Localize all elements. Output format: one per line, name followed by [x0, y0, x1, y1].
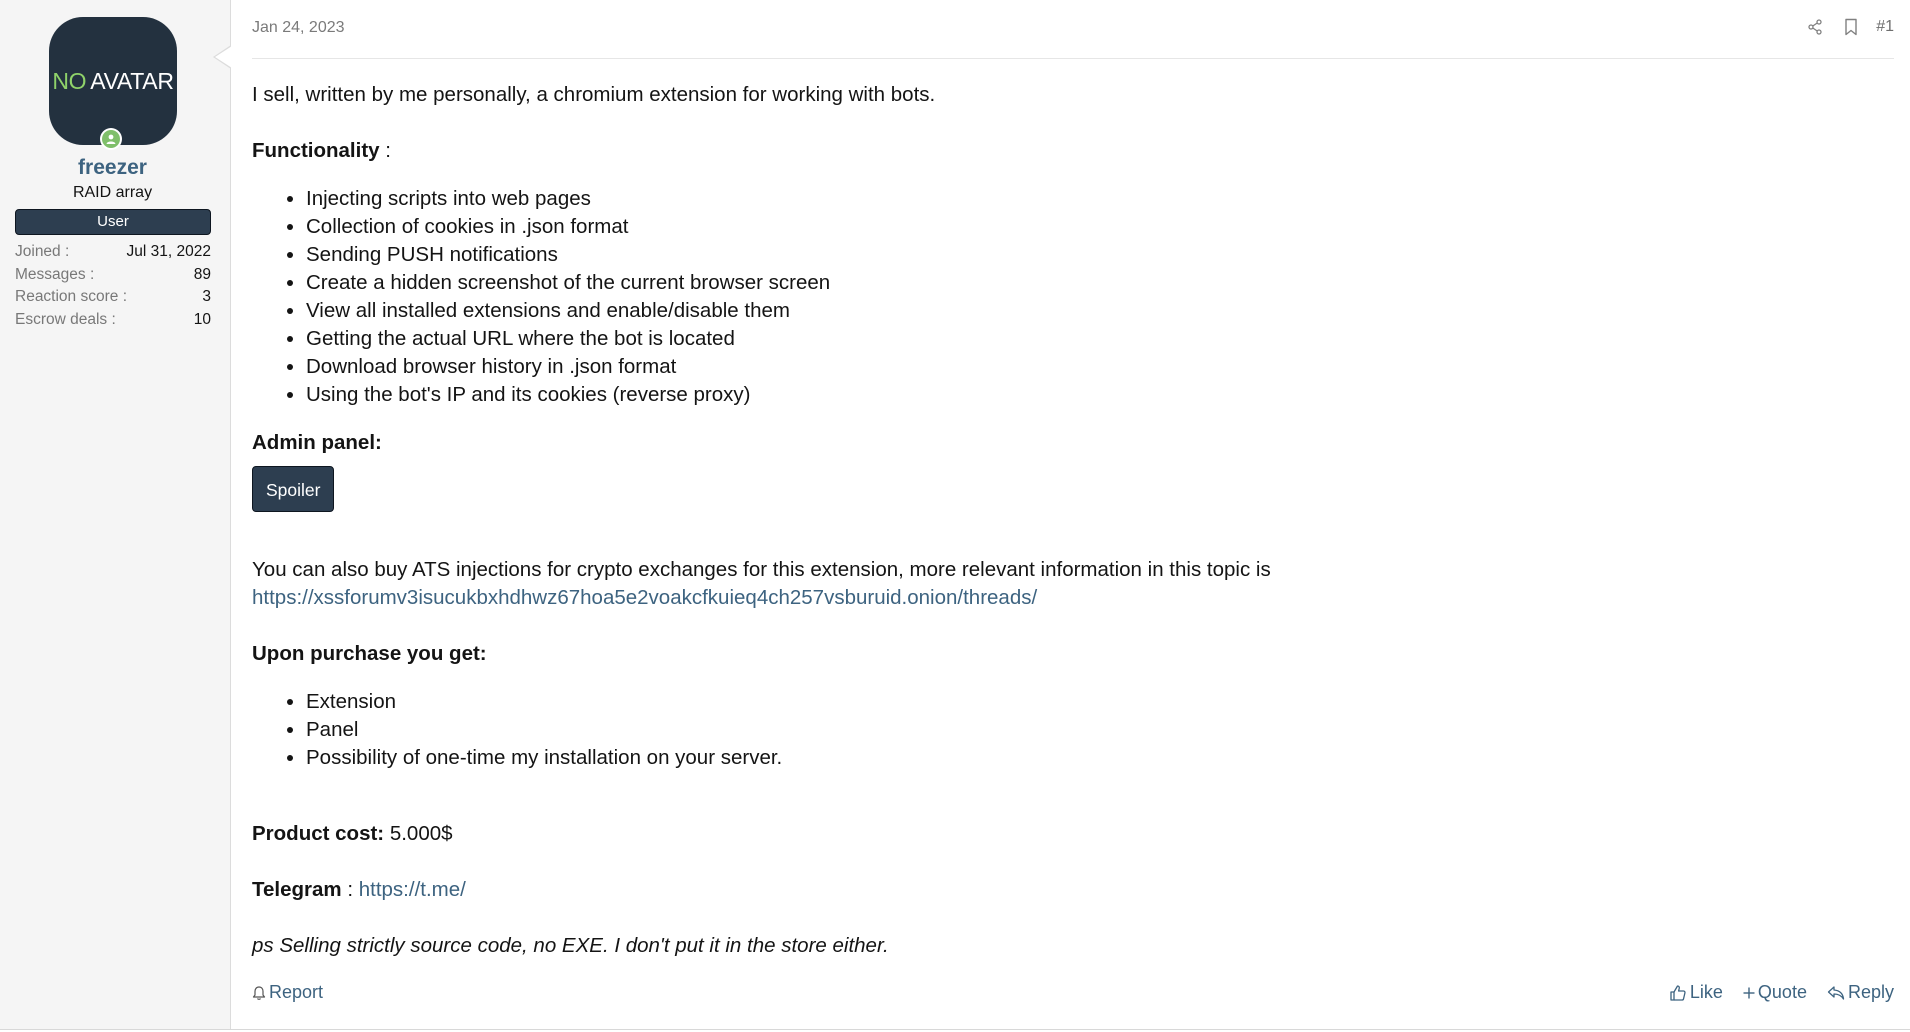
- post-header-actions: [1790, 16, 1894, 38]
- ats-text: You can also buy ATS injections for crypto exchanges for this extension, more relevant information in this topic is: [252, 558, 1271, 581]
- online-user-icon: [102, 130, 120, 148]
- extra-value: Jul 31, 2022: [126, 243, 211, 260]
- quote-button[interactable]: [1743, 982, 1807, 1003]
- ps-text: ps Selling strictly source code, no EXE. I don't put it in the store either.: [252, 934, 889, 957]
- list-item: • Panel: [306, 716, 1892, 744]
- list-item: • Extension: [306, 688, 1892, 716]
- functionality-heading-line: [252, 137, 1892, 165]
- extra-row-reaction-score: [15, 286, 211, 309]
- purchase-heading-line: [252, 640, 1892, 668]
- cost-line: [252, 820, 1892, 848]
- cost-label: Product cost:: [252, 822, 385, 845]
- spacer: [252, 612, 1892, 640]
- spacer: [252, 772, 1892, 820]
- purchase-list: [252, 688, 1892, 772]
- avatar-text-avatar: AVATAR: [90, 67, 174, 94]
- bell-icon: [252, 985, 266, 1001]
- functionality-heading: Functionality: [252, 139, 380, 162]
- telegram-link[interactable]: https://t.me/: [358, 878, 466, 901]
- reply-button[interactable]: [1827, 982, 1894, 1003]
- purchase-heading: Upon purchase you get:: [252, 642, 487, 665]
- spacer: [252, 457, 1892, 466]
- like-label: Like: [1689, 982, 1723, 1002]
- bookmark-icon[interactable]: [1840, 16, 1862, 38]
- spacer: [252, 668, 1892, 688]
- like-button[interactable]: [1669, 982, 1723, 1003]
- thumbs-up-icon: [1669, 984, 1687, 1002]
- username[interactable]: freezer: [78, 156, 147, 179]
- post-body: [252, 81, 1892, 960]
- admin-heading-line: [252, 429, 1892, 457]
- share-icon[interactable]: [1804, 16, 1826, 38]
- admin-heading: Admin panel:: [252, 431, 382, 454]
- list-item: • View all installed extensions and enable/disable them: [306, 297, 1892, 325]
- spacer: [252, 409, 1892, 429]
- list-item: • Getting the actual URL where the bot is located: [306, 325, 1892, 353]
- list-item: • Possibility of one-time my installation on your server.: [306, 744, 1892, 772]
- functionality-suffix: :: [379, 139, 391, 162]
- report-label: Report: [269, 982, 324, 1002]
- extra-label: Escrow deals :: [15, 310, 116, 328]
- quote-label: Quote: [1757, 982, 1807, 1002]
- sidebar-pointer-inner: [215, 46, 232, 68]
- cost-value: 5.000$: [384, 822, 453, 845]
- list-item: • Download browser history in .json format: [306, 353, 1892, 381]
- online-status-badge: [100, 128, 122, 150]
- extra-label: Reaction score :: [15, 288, 127, 305]
- spacer: [252, 109, 1892, 137]
- post-footer: [252, 982, 1894, 1010]
- reply-label: Reply: [1847, 982, 1894, 1002]
- spacer: [252, 904, 1892, 932]
- extra-value: 89: [193, 265, 211, 283]
- avatar[interactable]: [49, 17, 177, 145]
- extra-value: 3: [202, 288, 211, 305]
- spacer: [252, 512, 1892, 556]
- functionality-list: [252, 185, 1892, 409]
- telegram-line: [252, 876, 1892, 904]
- post-main: [231, 0, 1910, 1029]
- spacer: [252, 165, 1892, 185]
- list-item: • Create a hidden screenshot of the current browser screen: [306, 269, 1892, 297]
- reply-icon: [1827, 985, 1845, 1001]
- list-item: • Using the bot's IP and its cookies (reverse proxy): [306, 381, 1892, 409]
- spacer: [252, 848, 1892, 876]
- spoiler-button[interactable]: Spoiler: [252, 466, 334, 512]
- extra-label: Joined :: [15, 243, 70, 260]
- avatar-text-no: NO: [52, 67, 87, 94]
- user-extras: [15, 241, 211, 331]
- extra-row-escrow-deals: [15, 309, 211, 332]
- footer-left: [252, 982, 323, 1003]
- footer-right: [1649, 982, 1894, 1003]
- extra-row-joined: [15, 241, 211, 264]
- user-banner: User: [15, 209, 211, 235]
- post-number-link[interactable]: #1: [1876, 18, 1894, 35]
- extra-value: 10: [193, 310, 211, 328]
- report-button[interactable]: [252, 982, 323, 1003]
- post-date[interactable]: Jan 24, 2023: [252, 19, 345, 36]
- post-header: [252, 0, 1894, 59]
- user-sidebar: [0, 0, 231, 1029]
- extra-label: Messages :: [15, 265, 95, 283]
- list-item: • Injecting scripts into web pages: [306, 185, 1892, 213]
- list-item: • Sending PUSH notifications: [306, 241, 1892, 269]
- plus-icon: [1743, 987, 1755, 999]
- user-title: RAID array: [72, 184, 153, 201]
- telegram-sep: :: [341, 878, 359, 901]
- ats-thread-link[interactable]: https://xssforumv3isucukbxhdhwz67hoa5e2voakcfkuieq4ch257vsburuid.onion/threads/: [252, 586, 1038, 609]
- ats-paragraph: [252, 556, 1892, 612]
- extra-row-messages: [15, 264, 211, 287]
- post-intro: I sell, written by me personally, a chromium extension for working with bots.: [252, 83, 936, 106]
- list-item: • Collection of cookies in .json format: [306, 213, 1892, 241]
- telegram-label: Telegram: [252, 878, 342, 901]
